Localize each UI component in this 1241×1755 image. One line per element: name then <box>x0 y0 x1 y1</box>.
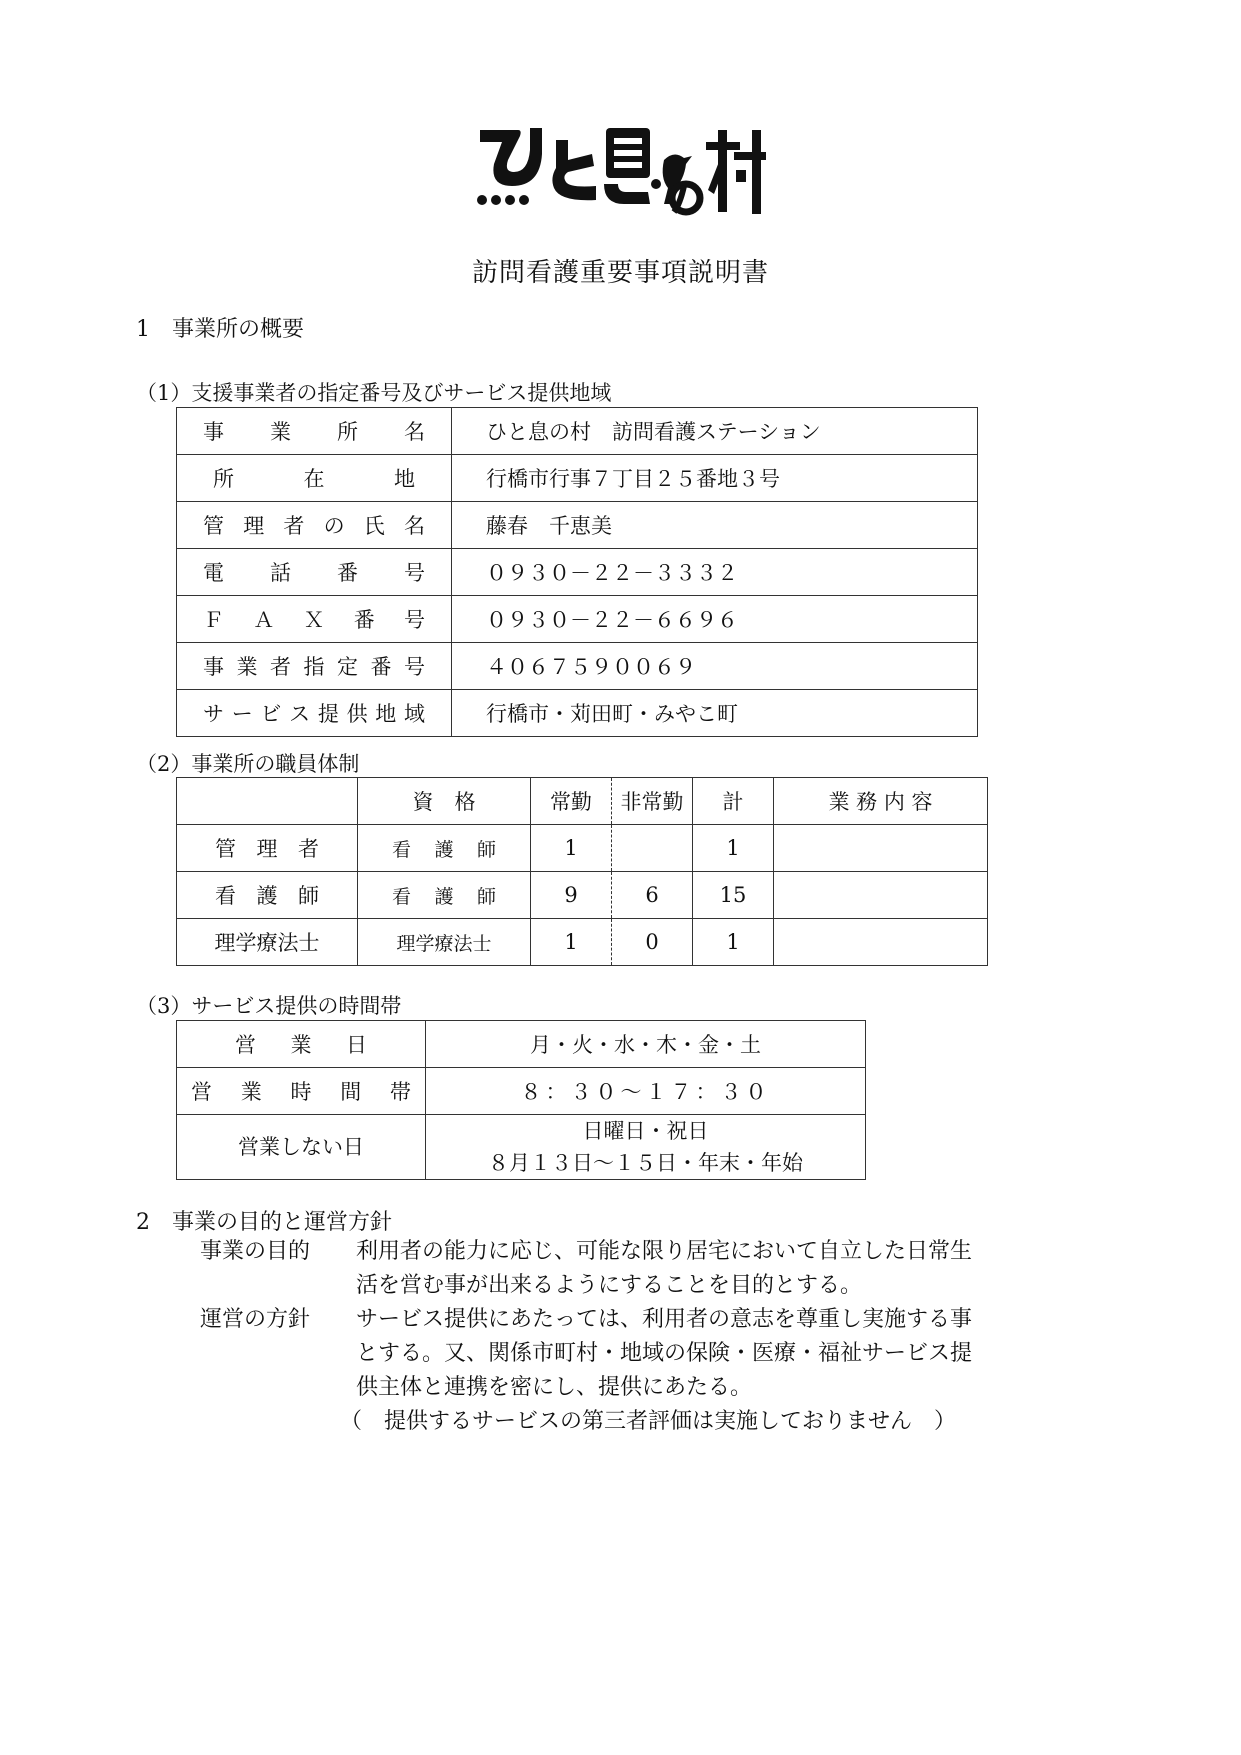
row-value <box>426 1115 866 1180</box>
table-row <box>177 872 988 919</box>
row-label: 事業者指定番号 <box>177 643 452 690</box>
table-row <box>177 502 978 549</box>
purpose-label: 事業の目的 <box>200 1239 311 1264</box>
row-label: 所在地 <box>177 455 452 502</box>
row-value: 藤春 千恵美 <box>452 502 978 549</box>
row-value: 行橋市行事７丁目２５番地３号 <box>452 455 978 502</box>
policy-text-line: サービス提供にあたっては、利用者の意志を尊重し実施する事 <box>356 1307 973 1332</box>
total-cell: 1 <box>693 919 774 966</box>
staff-table <box>176 777 988 966</box>
table-row <box>177 690 978 737</box>
value-line: ８月１３日～１５日・年末・年始 <box>488 1151 803 1175</box>
table-row <box>177 919 988 966</box>
total-cell: 1 <box>693 825 774 872</box>
row-label: 電話番号 <box>177 549 452 596</box>
row-label: 事業所名 <box>177 408 452 455</box>
role-cell: 看護師 <box>177 872 358 919</box>
policy-label: 運営の方針 <box>200 1307 311 1332</box>
row-value: ０９３０－２２－６６９６ <box>452 596 978 643</box>
policy-text-line: 供主体と連携を密にし、提供にあたる。 <box>356 1375 753 1400</box>
header-cell <box>177 778 358 825</box>
qual-cell: 理学療法士 <box>358 919 531 966</box>
purpose-text-line: 利用者の能力に応じ、可能な限り居宅において自立した日常生 <box>356 1239 973 1264</box>
role-cell: 管理者 <box>177 825 358 872</box>
table-row <box>177 1068 866 1115</box>
row-label: 営業時間帯 <box>177 1068 426 1115</box>
full-cell: 9 <box>531 872 612 919</box>
header-cell: 資 格 <box>358 778 531 825</box>
row-value: ４０６７５９００６９ <box>452 643 978 690</box>
header-cell: 常勤 <box>531 778 612 825</box>
duty-cell <box>774 872 988 919</box>
part-cell: 0 <box>612 919 693 966</box>
table-row <box>177 549 978 596</box>
table-row <box>177 643 978 690</box>
row-label: ＦＡＸ番号 <box>177 596 452 643</box>
row-label: 管理者の氏名 <box>177 502 452 549</box>
section1-heading: 1 事業所の概要 <box>136 317 304 342</box>
header-cell: 非常勤 <box>612 778 693 825</box>
purpose-text-line: 活を営む事が出来るようにすることを目的とする。 <box>356 1273 863 1298</box>
evaluation-note: （ 提供するサービスの第三者評価は実施しておりません ） <box>340 1409 957 1434</box>
row-value: ０９３０－２２－３３３２ <box>452 549 978 596</box>
section1-sub1-heading: （1）支援事業者の指定番号及びサービス提供地域 <box>136 381 612 405</box>
table-row <box>177 825 988 872</box>
row-label: 営業日 <box>177 1021 426 1068</box>
brand-logo <box>470 120 770 230</box>
full-cell: 1 <box>531 919 612 966</box>
qual-cell: 看護師 <box>358 872 531 919</box>
service-hours-table <box>176 1020 866 1180</box>
table-row <box>177 1115 866 1180</box>
document-title: 訪問看護重要事項説明書 <box>471 258 769 288</box>
header-cell: 計 <box>693 778 774 825</box>
total-cell: 15 <box>693 872 774 919</box>
header-cell: 業 務 内 容 <box>774 778 988 825</box>
table-header-row <box>177 778 988 825</box>
part-cell <box>612 825 693 872</box>
role-cell: 理学療法士 <box>177 919 358 966</box>
table-row <box>177 1021 866 1068</box>
row-label: 営業しない日 <box>177 1115 426 1180</box>
row-value: 月・火・水・木・金・土 <box>426 1021 866 1068</box>
row-label: サービス提供地域 <box>177 690 452 737</box>
section1-sub3-heading: （3）サービス提供の時間帯 <box>136 994 402 1018</box>
duty-cell <box>774 825 988 872</box>
table-row <box>177 596 978 643</box>
qual-cell: 看護師 <box>358 825 531 872</box>
policy-text-line: とする。又、関係市町村・地域の保険・医療・福祉サービス提 <box>356 1341 973 1366</box>
office-info-table <box>176 407 978 737</box>
table-row <box>177 408 978 455</box>
row-value: 行橋市・苅田町・みやこ町 <box>452 690 978 737</box>
full-cell: 1 <box>531 825 612 872</box>
section1-sub2-heading: （2）事業所の職員体制 <box>136 752 360 776</box>
table-row <box>177 455 978 502</box>
part-cell: 6 <box>612 872 693 919</box>
row-value: ひと息の村 訪問看護ステーション <box>452 408 978 455</box>
row-value: ８：３０～１７：３０ <box>426 1068 866 1115</box>
value-line: 日曜日・祝日 <box>582 1119 709 1143</box>
duty-cell <box>774 919 988 966</box>
section2-heading: 2 事業の目的と運営方針 <box>136 1210 392 1235</box>
